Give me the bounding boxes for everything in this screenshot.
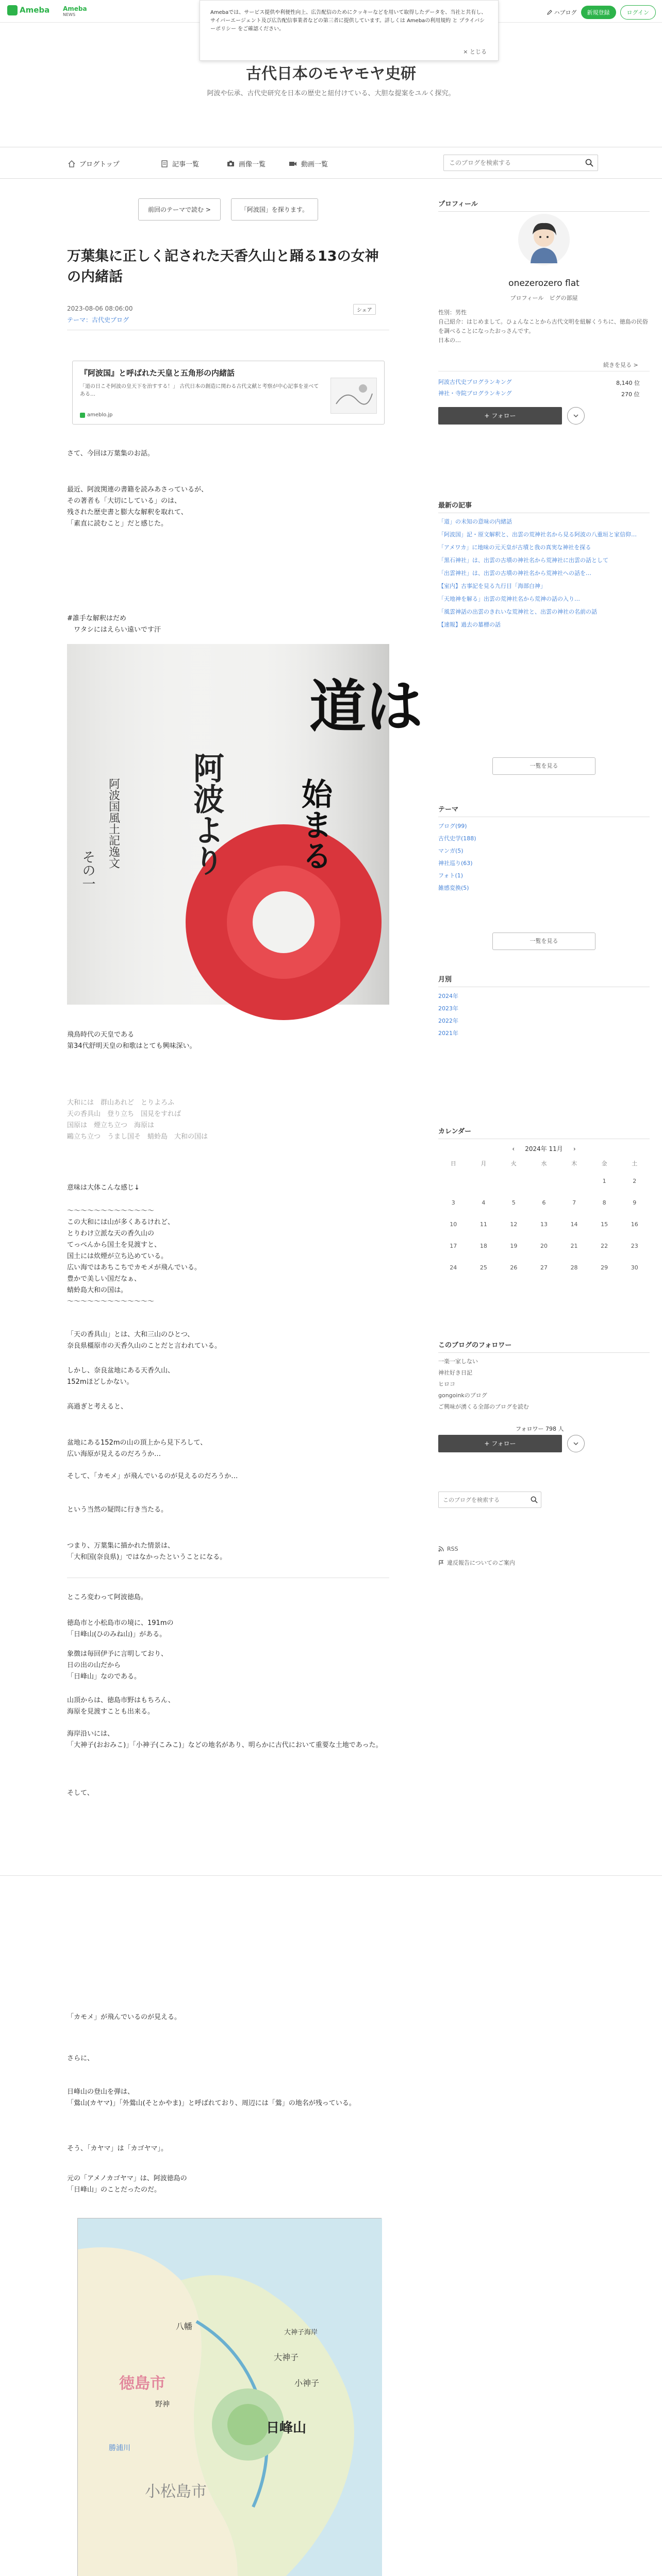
monthly-section — [438, 974, 650, 1040]
recent-item[interactable]: 「天地神を解る」出雲の荒神社名から荒神の話の入り… — [438, 596, 580, 602]
calligraphy-photo — [67, 644, 423, 1005]
nav-videos-label: 動画一覧 — [301, 161, 328, 168]
calendar-day[interactable] — [469, 1192, 499, 1214]
paragraph-6: 意味は大体こんな感じ↓ — [67, 1184, 140, 1192]
recent-item[interactable]: 【速報】過去の墓標の話 — [438, 621, 501, 628]
month-item[interactable]: 2024年 — [438, 993, 458, 999]
photo1-sub: その一 — [80, 850, 95, 890]
calendar-nav — [438, 1144, 650, 1153]
calendar-day-number: 13 — [540, 1221, 548, 1228]
calendar-day-number: 29 — [601, 1264, 608, 1271]
avatar[interactable] — [518, 214, 570, 265]
paragraph-13: という当然の疑問に行き当たる。 — [67, 1506, 168, 1514]
calendar-day[interactable] — [589, 1257, 620, 1279]
calendar-day-number: 11 — [479, 1221, 487, 1228]
recent-list — [438, 517, 650, 629]
calendar-day-number: 23 — [631, 1243, 638, 1249]
followers-section — [438, 1340, 650, 1413]
calendar-day-number: 15 — [601, 1221, 608, 1228]
calendar-day-number: 28 — [570, 1264, 578, 1271]
calendar-dow: 火 — [510, 1160, 517, 1167]
chevron-down-icon — [573, 414, 578, 418]
calendar-day[interactable] — [438, 1235, 469, 1257]
calendar-day[interactable] — [619, 1192, 650, 1214]
blog-title[interactable]: 古代日本のモヤモヤ史研 — [246, 65, 416, 83]
calendar-day-number: 5 — [511, 1199, 516, 1206]
ranking-link-2[interactable]: 神社・寺院ブログランキング — [438, 390, 512, 397]
rss-label: RSS — [447, 1546, 458, 1552]
theme-item[interactable]: 古代史学(188) — [438, 835, 476, 842]
calendar-day-number: 20 — [540, 1243, 548, 1249]
calendar-day-number: 1 — [602, 1178, 606, 1184]
ameba-logo-icon — [7, 5, 18, 15]
post-pager — [67, 198, 389, 221]
recent-item[interactable]: 「アメワカ」に地味の元天皇が古墳と我の真実な神社を探る — [438, 544, 591, 551]
page-divider — [0, 1875, 662, 1876]
ranking-link-1[interactable]: 阿波古代史ブログランキング — [438, 379, 512, 385]
report-label: 違反報告についてのご案内 — [447, 1560, 515, 1566]
theme-heading: テーマ — [438, 806, 459, 814]
paragraph-23: 日峰山の登山を弾は、 「鶯山(カヤマ)」「外鶯山(そとかやま)」と呼ばれており、周辺には「鶯」の地名が残っている。 — [67, 2088, 356, 2107]
calendar-dow: 月 — [481, 1160, 487, 1167]
link-card-title: 『阿波国』と呼ばれた天皇と五角形の内緒話 — [80, 368, 235, 378]
paragraph-17: 象徴は毎回伊予に言明しており、 日の出の山だから 「日峰山」なのである。 — [67, 1650, 168, 1681]
map-illustration — [78, 2218, 382, 2576]
sidebar-search-input[interactable] — [439, 1492, 526, 1507]
paragraph-1: さて、今回は万葉集のお話。 — [67, 450, 154, 457]
recent-section — [438, 500, 650, 633]
month-item[interactable]: 2023年 — [438, 1005, 458, 1012]
monthly-list — [438, 990, 650, 1040]
calendar-day[interactable] — [499, 1257, 529, 1279]
paragraph-11: 盆地にある152mの山の頂上から見下ろして、 広い海原が見えるのだろうか… — [67, 1439, 207, 1458]
calendar-day[interactable] — [438, 1257, 469, 1279]
calendar-day[interactable] — [619, 1257, 650, 1279]
map-label-omiko: 大神子 — [274, 2352, 299, 2362]
followers-more-link[interactable]: ご興味が湧くる全部のブログを読む — [438, 1403, 529, 1410]
calendar-day[interactable] — [619, 1214, 650, 1235]
nav-blog-top[interactable] — [68, 159, 120, 168]
calendar-day-number: 9 — [633, 1199, 637, 1206]
calendar-day-number: 21 — [570, 1243, 578, 1249]
recent-item[interactable]: 「道」の未知の意味の内緒話 — [438, 518, 512, 525]
sidebar-search-box — [438, 1492, 541, 1508]
profile-more-link[interactable]: 続きを見る > — [603, 362, 638, 368]
flag-icon — [438, 1560, 444, 1566]
calendar-day[interactable] — [559, 1257, 589, 1279]
recent-heading: 最新の記事 — [438, 502, 472, 510]
monthly-heading: 月別 — [438, 976, 452, 984]
calendar-day[interactable] — [589, 1192, 620, 1214]
followers-heading: このブログのフォロワー — [438, 1342, 512, 1349]
profile-heading-line — [438, 211, 650, 212]
calendar-day-number: 8 — [602, 1199, 606, 1206]
chevron-left-icon[interactable]: ‹ — [512, 1145, 515, 1153]
recent-more-button[interactable]: 一覧を見る — [492, 757, 595, 775]
nav-articles-label: 記事一覧 — [172, 161, 200, 168]
calendar-day-number: 27 — [540, 1264, 548, 1271]
calendar-day[interactable] — [589, 1235, 620, 1257]
photo1-side: 阿波国風土記逸文 — [107, 778, 120, 869]
follower-count: フォロワー 798 人 — [516, 1426, 564, 1432]
calendar-day[interactable] — [499, 1235, 529, 1257]
post-theme-link[interactable]: テーマ：古代史ブログ — [67, 316, 129, 324]
thumbnail-illustration — [331, 378, 376, 413]
calendar-day-number: 19 — [510, 1243, 518, 1249]
link-card-domain — [80, 412, 112, 418]
nav-videos[interactable] — [289, 159, 328, 168]
search-icon[interactable] — [585, 159, 593, 167]
paragraph-21: 「カモメ」が飛んでいるのが見える。 — [67, 2013, 181, 2021]
map-label-tokushima: 徳島市 — [119, 2375, 166, 2393]
cookie-close-button[interactable]: × とじる — [463, 48, 487, 55]
calendar-day[interactable] — [619, 1235, 650, 1257]
photo1-char-2: 阿波より — [188, 752, 224, 876]
ranking-value-2: 270 位 — [621, 391, 640, 398]
map-label-komatsushima: 小松島市 — [145, 2483, 207, 2501]
calendar-day — [559, 1171, 589, 1192]
calendar-day[interactable] — [529, 1214, 559, 1235]
map-label-hinomine: 日峰山 — [266, 2420, 307, 2436]
post-title[interactable]: 万葉集に正しく記された天香久山と踊る13の女神の内緒話 — [67, 248, 379, 285]
month-item[interactable]: 2022年 — [438, 1018, 458, 1024]
calendar-day[interactable] — [559, 1214, 589, 1235]
more-options-button[interactable] — [567, 407, 585, 425]
video-icon — [289, 161, 297, 167]
calendar-day[interactable] — [529, 1257, 559, 1279]
calendar-day-number: 6 — [542, 1199, 546, 1206]
recent-item[interactable]: 「黒石神社」は、出雲の古墳の神社名から荒神社に出雲の話として — [438, 557, 608, 564]
blog-link[interactable] — [547, 8, 577, 16]
follower-item[interactable]: gongoinkのブログ — [438, 1392, 487, 1399]
photo1-char-1: 道は — [309, 673, 423, 740]
more-options-button-bottom[interactable] — [567, 1435, 585, 1452]
theme-item[interactable]: 雑感変換(5) — [438, 885, 469, 891]
map-label-komiko: 小神子 — [294, 2378, 320, 2388]
blog-nav — [0, 147, 662, 179]
recent-item[interactable]: 「風雲神話の出雲のきれいな荒神社と、出雲の神社の名前の話 — [438, 608, 597, 615]
register-button[interactable]: 新規登録 — [581, 6, 616, 19]
calendar-dow: 木 — [571, 1160, 577, 1167]
calendar-day-number: 24 — [450, 1264, 457, 1271]
map-label-hachiman: 八幡 — [176, 2321, 193, 2331]
paragraph-2: 最近、阿波関連の書籍を読みあさっているが、 その著者も「大切にしている」のは、 残された歴史書と膨大な解釈を取れて、 「素直に読むこと」だと感じた。 — [67, 486, 208, 528]
follow-button[interactable]: + フォロー — [438, 407, 562, 425]
calendar-day[interactable] — [499, 1214, 529, 1235]
calendar-day[interactable] — [469, 1214, 499, 1235]
ameba-logo[interactable] — [7, 5, 49, 15]
calendar-dow: 金 — [601, 1160, 607, 1167]
paragraph-19: 海岸沿いには、 「大神子(おおみこ)」「小神子(こみこ)」などの地名があり、明らかに古代において重要な土地であった。 — [67, 1730, 383, 1749]
search-icon[interactable] — [531, 1496, 538, 1503]
rss-link[interactable] — [438, 1546, 458, 1552]
recent-item[interactable]: 「出雲神社」は、出雲の古墳の神社名から荒神社への話を… — [438, 570, 591, 577]
map-label-omiko-beach: 大神子海岸 — [284, 2329, 318, 2336]
ameba-news-logo[interactable] — [63, 6, 87, 18]
nav-images-label: 画像一覧 — [239, 161, 266, 168]
calendar-day-number: 7 — [572, 1199, 576, 1206]
nav-search-box — [443, 155, 598, 171]
chevron-down-icon — [573, 1442, 578, 1446]
profile-bio: 性別：男性 自己紹介：はじめまして。ひょんなことから古代文明を紐解くうちに、徳島の民俗を調べることになったおっさんです。 日本の… — [438, 309, 648, 344]
paragraph-22: さらに、 — [67, 2055, 94, 2062]
avatar-illustration — [518, 214, 570, 265]
calendar-day-number: 17 — [450, 1243, 457, 1249]
post-date: 2023-08-06 08:06:00 — [67, 305, 133, 312]
follower-item[interactable]: 神社好き日記 — [438, 1369, 472, 1376]
calendar-day — [499, 1171, 529, 1192]
chevron-right-icon[interactable]: › — [573, 1145, 576, 1153]
calendar-day[interactable] — [529, 1192, 559, 1214]
ameba-logo-text: Ameba — [20, 5, 50, 15]
calendar-day[interactable] — [438, 1192, 469, 1214]
blog-link-label: ハブログ — [554, 9, 577, 16]
nav-articles[interactable] — [161, 159, 199, 168]
calendar-month: 2024年 11月 — [525, 1145, 563, 1153]
paragraph-20: そして、 — [67, 1789, 94, 1797]
calendar-day-number: 10 — [450, 1221, 457, 1228]
calendar-dow: 土 — [632, 1160, 638, 1167]
followers-heading-line — [438, 1352, 650, 1353]
login-button[interactable]: ログイン — [620, 5, 656, 20]
link-card-description: 「道の日こそ阿波の皇天下を治すする！」 古代日本の創造に関わる古代文献と考察が中心記事を並べてある… — [80, 384, 319, 397]
profile-section — [438, 198, 650, 212]
calligraphy-illustration — [67, 644, 423, 1005]
followers-list — [438, 1356, 650, 1413]
photo1-char-3: 始まる — [296, 778, 333, 871]
calendar-day-number: 3 — [451, 1199, 455, 1206]
paragraph-14: つまり、万葉集に描かれた情景は、 「大和国(奈良県)」ではなかったということになる。 — [67, 1542, 227, 1561]
cookie-text: Amebaでは、サービス提供や利便性向上、広告配信のためにクッキーなどを用いて取得したデータを、当社と共有し、サイバーエージェント及び広告配信事業者などの第三者に提供しています。詳しくは Amebaの利用規約 と プライバシーポリシー をご確認ください。 — [210, 10, 487, 32]
camera-icon — [227, 160, 235, 167]
ameba-news-logo-text: Ameba — [63, 5, 87, 12]
pencil-icon — [547, 9, 553, 15]
ranking-value-1: 8,140 位 — [616, 380, 640, 386]
calendar-day[interactable] — [619, 1171, 650, 1192]
paragraph-9: しかし、奈良盆地にある天香久山、 152mほどしかない。 — [67, 1367, 175, 1386]
calendar-day-number: 30 — [631, 1264, 638, 1271]
follow-button-bottom[interactable]: + フォロー — [438, 1435, 562, 1452]
calendar-day[interactable] — [469, 1235, 499, 1257]
profile-heading: プロフィール — [438, 200, 478, 208]
paragraph-5 — [67, 1097, 389, 1143]
report-link[interactable] — [438, 1558, 515, 1567]
top-actions — [547, 5, 656, 20]
calendar-day-number: 26 — [510, 1264, 518, 1271]
calendar-day[interactable] — [469, 1257, 499, 1279]
cookie-banner — [200, 0, 499, 61]
document-icon — [161, 160, 168, 167]
paragraph-25: 元の「アメノカゴヤマ」は、阿波徳島の 「日峰山」のことだったのだ。 — [67, 2175, 187, 2194]
share-button[interactable]: シェア — [353, 304, 376, 315]
theme-item[interactable]: マンガ(5) — [438, 848, 464, 854]
profile-sublinks[interactable]: プロフィール ピグの部屋 — [510, 295, 578, 301]
recent-item[interactable]: 「阿波国」記・原文解釈と、出雲の荒神社名から見る阿波の八重垣と家信仰… — [438, 531, 637, 538]
calendar-day[interactable] — [438, 1214, 469, 1235]
calendar-day — [438, 1171, 469, 1192]
calendar-day[interactable] — [589, 1171, 620, 1192]
theme-list — [438, 820, 650, 894]
calendar-day-number: 22 — [601, 1243, 608, 1249]
nav-blog-top-label: ブログトップ — [79, 161, 120, 168]
nav-search-input[interactable] — [444, 155, 578, 171]
blog-description: 阿波や伝承、古代史研究を日本の歴史と紐付けている、大胆な提案をユルく探究。 — [207, 90, 455, 97]
calendar-day-number: 18 — [479, 1243, 487, 1249]
calendar-day-number: 16 — [631, 1221, 638, 1228]
rss-icon — [438, 1546, 444, 1552]
paragraph-3: #誰手な解釈はだめ ワタシにはえらい遠いです汗 — [67, 615, 161, 634]
recent-item[interactable]: 【室内】古事記を見る九行目「海部白神」 — [438, 583, 546, 589]
calendar-heading: カレンダー — [438, 1128, 472, 1136]
prev-post-button[interactable]: 前回のテーマで読む > — [138, 198, 221, 221]
home-icon — [68, 160, 75, 167]
calendar-day[interactable] — [529, 1235, 559, 1257]
link-card-thumbnail — [330, 378, 377, 414]
paragraph-10: 高過ぎと考えると、 — [67, 1403, 128, 1411]
theme-item[interactable]: フォト(1) — [438, 872, 464, 879]
waka-poem: 大和には 群山あれど とりよろふ 天の香具山 登り立ち 国見をすれば 国原は 煙立ち立つ 海原は 鷗立ち立つ うまし国そ 蜻蛉島 大和の国は — [67, 1099, 208, 1141]
paragraph-7: 〜〜〜〜〜〜〜〜〜〜〜〜〜 この大和には山が多くあるけれど、 とりわけ立派な天の香久山の てっぺんから国土を見渡すと、 国土には炊煙が立ち込めている。 広い海ではあちこちでカモメが飛んでいる。 豊かで美しい国だなぁ、 蜻蛉島大和の国は。 〜〜〜〜〜〜〜〜〜〜〜〜〜 — [67, 1207, 201, 1306]
follower-item[interactable]: 一楽一家しない — [438, 1358, 478, 1365]
calendar-day-number: 4 — [482, 1199, 486, 1206]
calendar-day[interactable] — [499, 1192, 529, 1214]
paragraph-8: 「天の香具山」とは、大和三山のひとつ、 奈良県橿原市の天香久山のことだと言われている。 — [67, 1331, 222, 1350]
next-post-button[interactable]: 「阿波国」を探ります。 — [231, 198, 318, 221]
nav-images[interactable] — [227, 159, 266, 168]
theme-more-button[interactable]: 一覧を見る — [492, 933, 595, 950]
map-label-katsuura: 勝浦川 — [109, 2444, 130, 2452]
favicon-icon — [80, 413, 85, 418]
theme-item[interactable]: 神社巡り(63) — [438, 860, 473, 867]
calendar-day[interactable] — [559, 1235, 589, 1257]
paragraph-18: 山頂からは、徳島市野はもちろん、 海原を見渡すことも出来る。 — [67, 1697, 175, 1716]
map-image — [77, 2218, 382, 2576]
calendar-day[interactable] — [559, 1192, 589, 1214]
theme-section — [438, 804, 650, 894]
embedded-link-card[interactable] — [72, 361, 385, 425]
paragraph-24: そう、「カヤマ」は「カゴヤマ」。 — [67, 2145, 168, 2153]
calendar-dow: 日 — [450, 1160, 456, 1167]
paragraph-15: ところ変わって阿波徳島。 — [67, 1594, 147, 1601]
paragraph-4: 飛鳥時代の天皇である 第34代舒明天皇の和歌はとても興味深い。 — [67, 1031, 196, 1050]
calendar-section — [438, 1126, 650, 1279]
paragraph-12: そして、「カモメ」が飛んでいるのが見えるのだろうか… — [67, 1472, 238, 1480]
calendar-day — [529, 1171, 559, 1192]
calendar-day-number: 14 — [570, 1221, 578, 1228]
calendar-day-number: 2 — [633, 1178, 637, 1184]
calendar-day[interactable] — [589, 1214, 620, 1235]
follower-item[interactable]: ヒロコ — [438, 1381, 455, 1387]
map-label-nogami: 野神 — [155, 2400, 170, 2409]
month-item[interactable]: 2021年 — [438, 1030, 458, 1037]
profile-name[interactable]: onezerozero flat — [508, 278, 580, 289]
calendar-dow: 水 — [541, 1160, 547, 1167]
link-card-domain-text: ameblo.jp — [87, 412, 113, 418]
calendar-day-number: 25 — [479, 1264, 487, 1271]
ameba-news-sub: NEWS — [63, 12, 76, 17]
calendar-grid — [438, 1157, 650, 1279]
theme-item[interactable]: ブログ(99) — [438, 823, 467, 829]
calendar-day — [469, 1171, 499, 1192]
paragraph-16: 徳島市と小松島市の境に、191mの 「日峰山(ひのみね山)」がある。 — [67, 1619, 174, 1638]
calendar-day-number: 12 — [510, 1221, 518, 1228]
